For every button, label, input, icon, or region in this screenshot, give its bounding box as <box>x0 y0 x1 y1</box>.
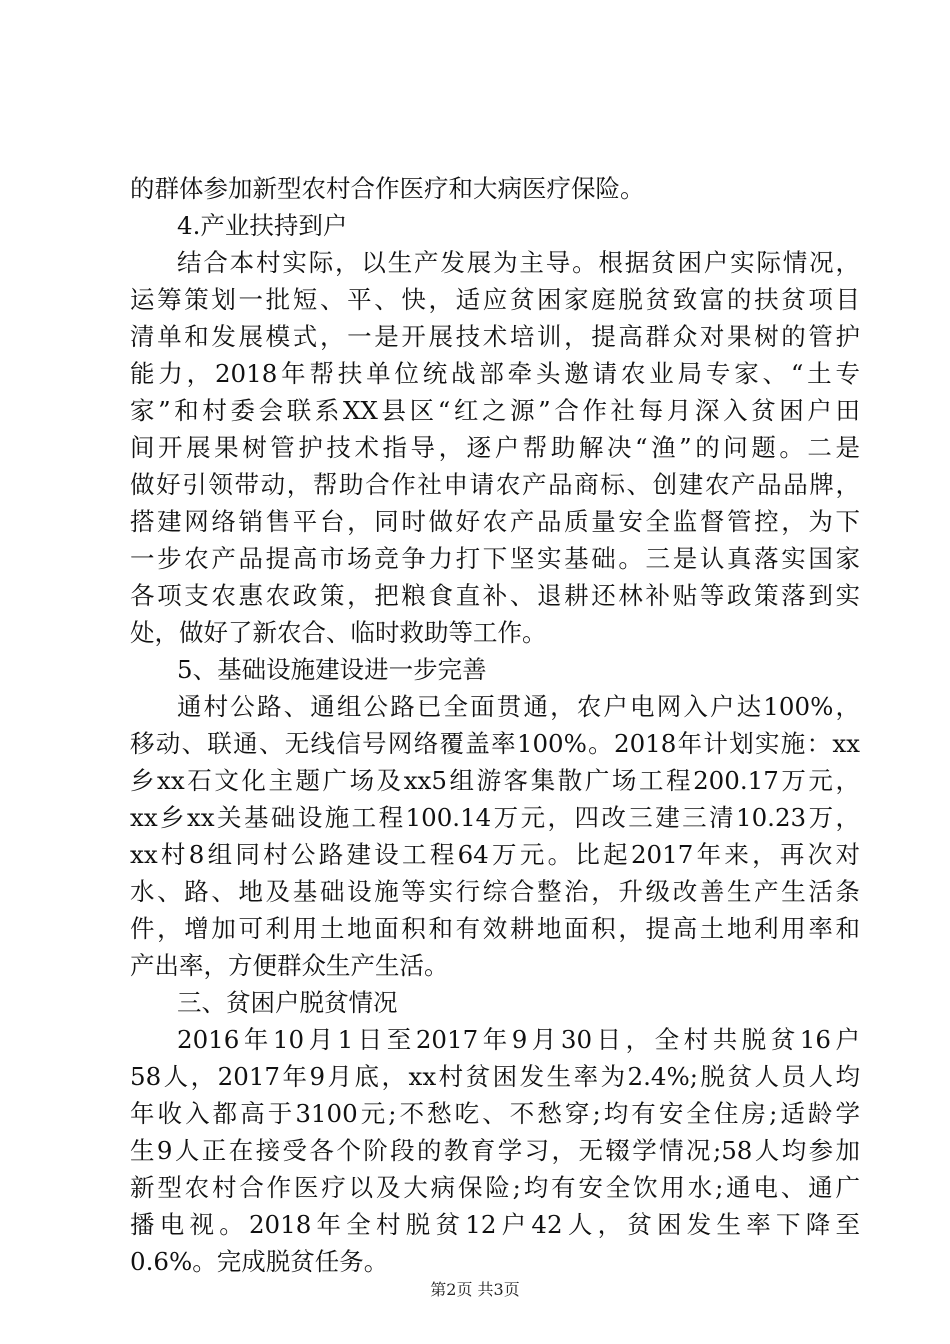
text-line: 做好引领带动，帮助合作社申请农产品商标、创建农产品品牌， <box>130 470 860 499</box>
text-line: 58人，2017年9月底，xx村贫困发生率为2.4%;脱贫人员人均 <box>130 1062 860 1091</box>
text-line: 结合本村实际，以生产发展为主导。根据贫困户实际情况， <box>177 248 860 277</box>
section-heading: 4.产业扶持到户 <box>177 211 348 240</box>
text-line: 2016年10月1日至2017年9月30日，全村共脱贫16户 <box>177 1025 860 1054</box>
text-line: 清单和发展模式，一是开展技术培训，提高群众对果树的管护 <box>130 322 860 351</box>
text-line: 0.6%。完成脱贫任务。 <box>130 1247 389 1276</box>
text-line: xx村8组同村公路建设工程64万元。比起2017年来，再次对 <box>130 840 860 869</box>
section-heading: 5、基础设施建设进一步完善 <box>177 655 487 684</box>
text-line: 间开展果树管护技术指导，逐户帮助解决“渔”的问题。二是 <box>130 433 860 462</box>
text-line: xx乡xx关基础设施工程100.14万元，四改三建三清10.23万， <box>130 803 860 832</box>
text-line: 搭建网络销售平台，同时做好农产品质量安全监督管控，为下 <box>130 507 860 536</box>
text-line: 移动、联通、无线信号网络覆盖率100%。2018年计划实施：xx <box>130 729 860 758</box>
page-number-footer: 第2页 共3页 <box>430 1280 520 1299</box>
text-line: 播电视。2018年全村脱贫12户42人，贫困发生率下降至 <box>130 1210 860 1239</box>
text-line: 能力，2018年帮扶单位统战部牵头邀请农业局专家、“土专 <box>130 359 860 388</box>
text-line: 乡xx石文化主题广场及xx5组游客集散广场工程200.17万元， <box>130 766 860 795</box>
text-line: 件，增加可利用土地面积和有效耕地面积，提高土地利用率和 <box>130 914 860 943</box>
text-line: 年收入都高于3100元;不愁吃、不愁穿;均有安全住房;适龄学 <box>130 1099 860 1128</box>
text-line: 新型农村合作医疗以及大病保险;均有安全饮用水;通电、通广 <box>130 1173 860 1202</box>
text-line: 的群体参加新型农村合作医疗和大病医疗保险。 <box>130 174 645 203</box>
text-line: 处，做好了新农合、临时救助等工作。 <box>130 618 547 647</box>
text-line: 各项支农惠农政策，把粮食直补、退耕还林补贴等政策落到实 <box>130 581 860 610</box>
text-line: 家”和村委会联系XX县区“红之源”合作社每月深入贫困户田 <box>130 396 860 425</box>
text-line: 通村公路、通组公路已全面贯通，农户电网入户达100%， <box>177 692 860 721</box>
text-line: 运筹策划一批短、平、快，适应贫困家庭脱贫致富的扶贫项目 <box>130 285 860 314</box>
section-heading: 三、贫困户脱贫情况 <box>177 988 398 1017</box>
text-line: 水、路、地及基础设施等实行综合整治，升级改善生产生活条 <box>130 877 860 906</box>
text-line: 生9人正在接受各个阶段的教育学习，无辍学情况;58人均参加 <box>130 1136 860 1165</box>
text-line: 一步农产品提高市场竞争力打下坚实基础。三是认真落实国家 <box>130 544 860 573</box>
text-line: 产出率，方便群众生产生活。 <box>130 951 449 980</box>
